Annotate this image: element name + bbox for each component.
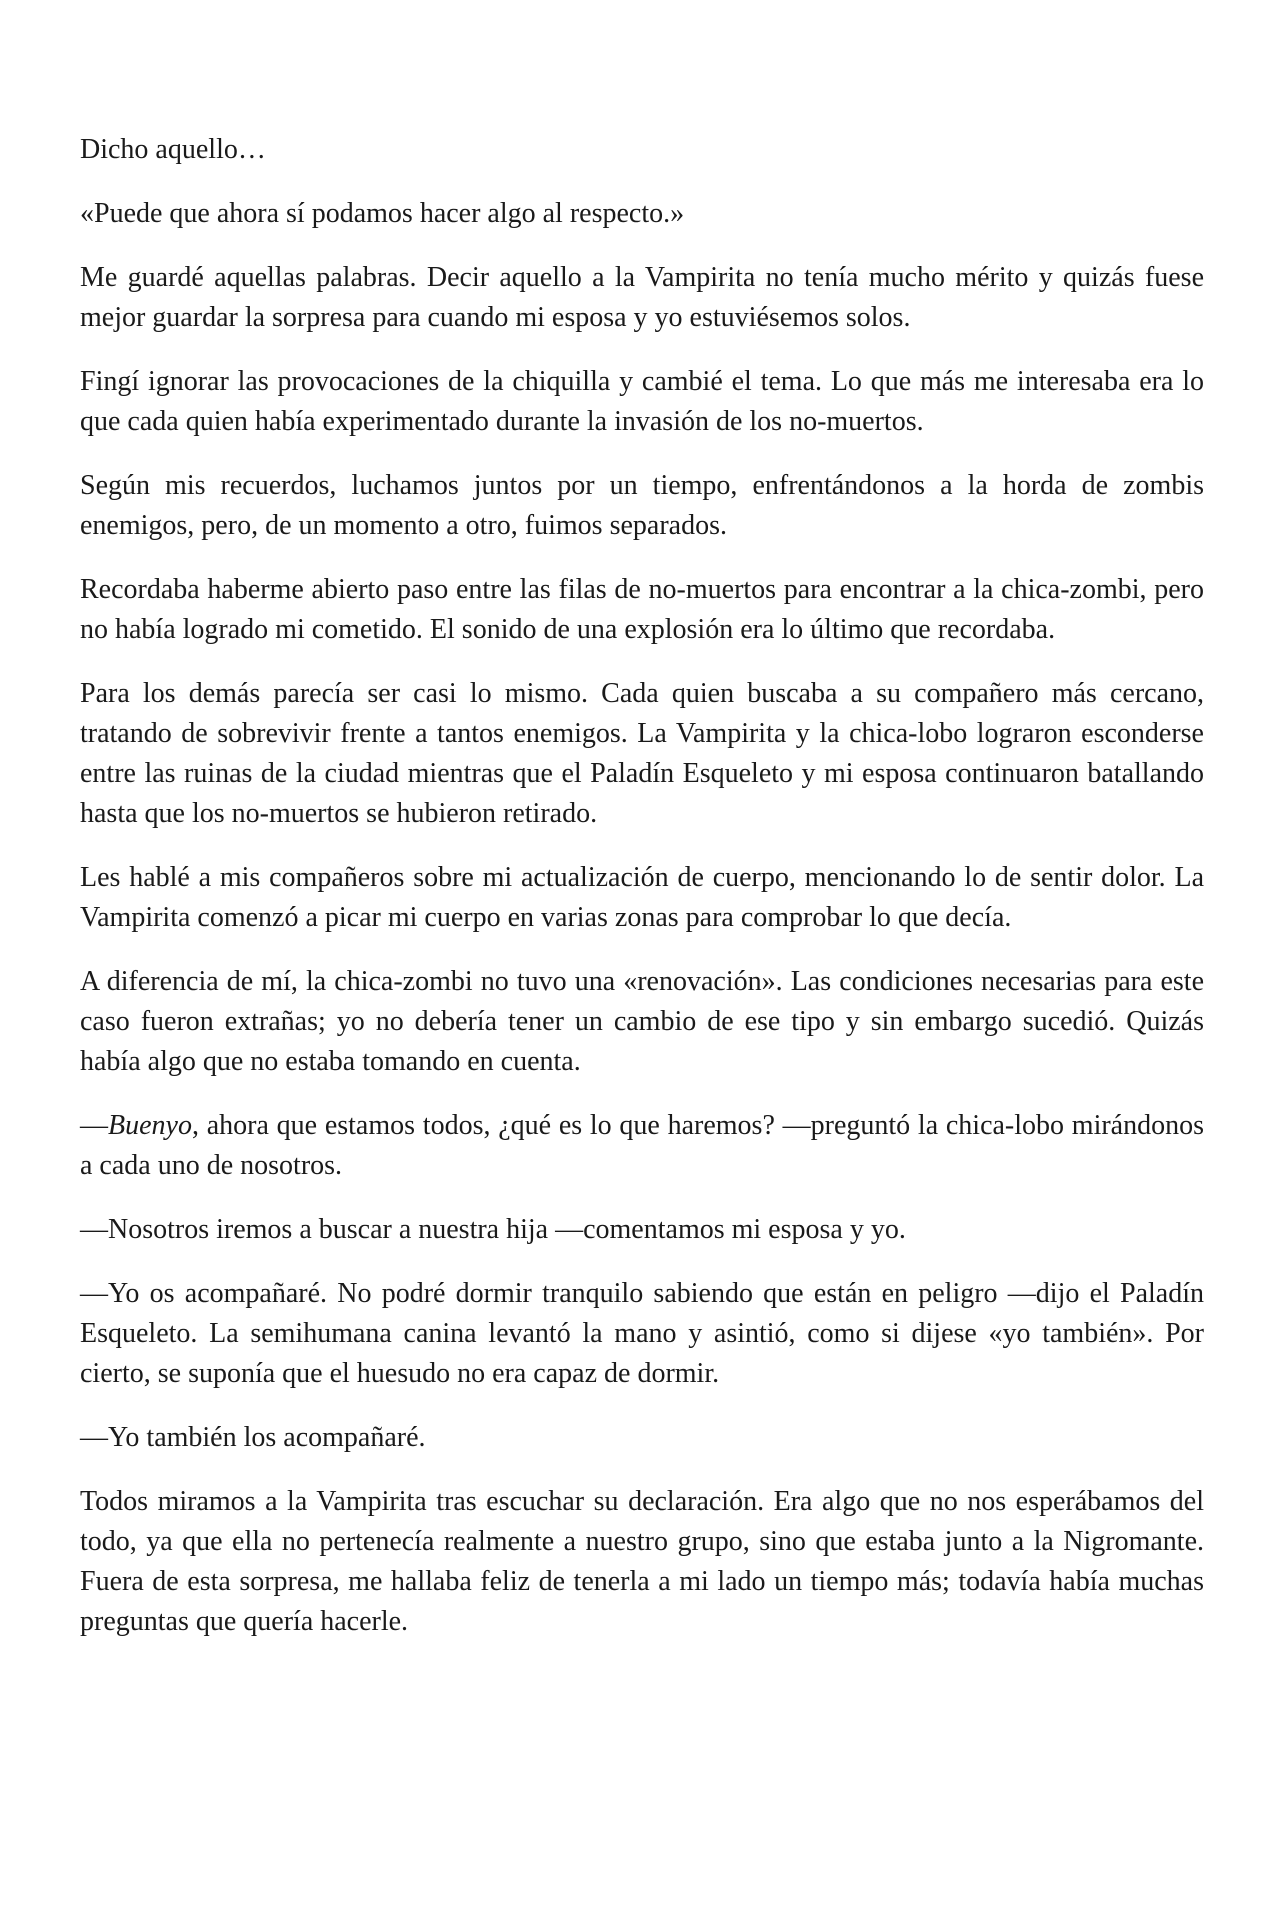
paragraph-8: Les hablé a mis compañeros sobre mi actualización de cuerpo, mencionando lo de sentir dolor. La Vampirita comenzó a picar mi cuerpo en varias zonas para comprobar lo que decía. — [80, 862, 1204, 933]
paragraph-7: Para los demás parecía ser casi lo mismo. Cada quien buscaba a su compañero más cercano, tratando de sobrevivir frente a tantos enemigos. La Vampirita y la chica-lobo lograron esconderse entre las ruinas de la ciudad mientras que el Paladín Esqueleto y mi esposa continuaron batallando hasta que los no-muertos se hubieron retirado. — [80, 678, 1204, 829]
paragraph-12: —Yo os acompañaré. No podré dormir tranquilo sabiendo que están en peligro —dijo el Paladín Esqueleto. La semihumana canina levantó la mano y asintió, como si dijese «yo también». Por cierto, se suponía que el huesudo no era capaz de dormir. — [80, 1278, 1204, 1389]
paragraph-6: Recordaba haberme abierto paso entre las filas de no-muertos para encontrar a la chica-zombi, pero no había logrado mi cometido. El sonido de una explosión era lo último que recordaba. — [80, 574, 1204, 645]
paragraph-2: «Puede que ahora sí podamos hacer algo al respecto.» — [80, 198, 685, 229]
document-page — [80, 130, 1204, 1642]
paragraph-1: Dicho aquello… — [80, 134, 266, 165]
paragraph-10 — [80, 1106, 1204, 1186]
paragraph-3: Me guardé aquellas palabras. Decir aquello a la Vampirita no tenía mucho mérito y quizás fuese mejor guardar la sorpresa para cuando mi esposa y yo estuviésemos solos. — [80, 262, 1204, 333]
italic-word: Buenyo — [108, 1110, 192, 1141]
paragraph-4: Fingí ignorar las provocaciones de la chiquilla y cambié el tema. Lo que más me interesaba era lo que cada quien había experimentado durante la invasión de los no-muertos. — [80, 366, 1204, 437]
paragraph-13: —Yo también los acompañaré. — [80, 1422, 426, 1453]
paragraph-14: Todos miramos a la Vampirita tras escuchar su declaración. Era algo que no nos esperábamos del todo, ya que ella no pertenecía realmente a nuestro grupo, sino que estaba junto a la Nigromante. Fuera de esta sorpresa, me hallaba feliz de tenerla a mi lado un tiempo más; todavía había muchas preguntas que quería hacerle. — [80, 1486, 1204, 1637]
paragraph-5: Según mis recuerdos, luchamos juntos por un tiempo, enfrentándonos a la horda de zombis enemigos, pero, de un momento a otro, fuimos separados. — [80, 470, 1204, 541]
dialogue-dash: — — [80, 1110, 108, 1141]
paragraph-9: A diferencia de mí, la chica-zombi no tuvo una «renovación». Las condiciones necesarias para este caso fueron extrañas; yo no debería tener un cambio de ese tipo y sin embargo sucedió. Quizás había algo que no estaba tomando en cuenta. — [80, 966, 1204, 1077]
paragraph-10-rest: , ahora que estamos todos, ¿qué es lo que haremos? —preguntó la chica-lobo mirándonos a cada uno de nosotros. — [80, 1110, 1204, 1181]
paragraph-11: —Nosotros iremos a buscar a nuestra hija —comentamos mi esposa y yo. — [80, 1214, 906, 1245]
